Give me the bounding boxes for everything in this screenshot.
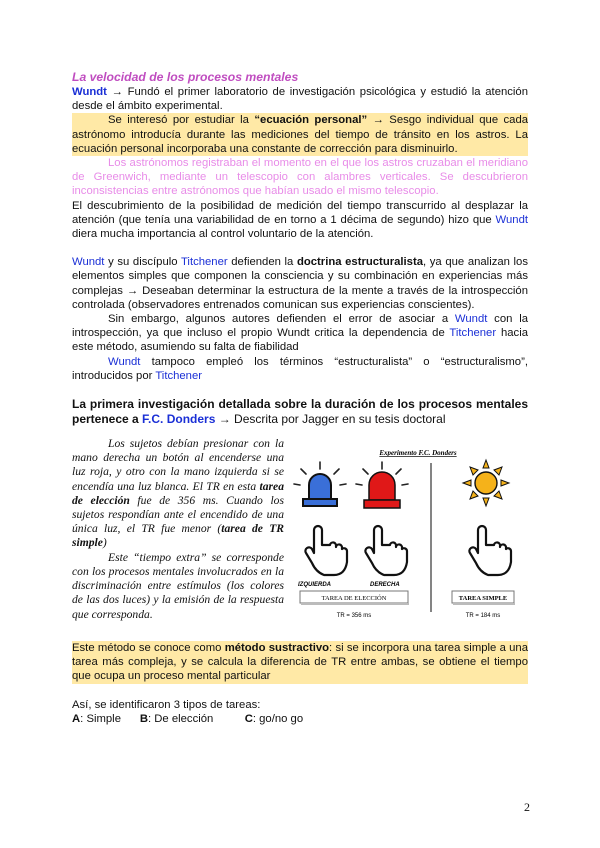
paragraph-discovery xyxy=(72,199,528,242)
tr-choice-value: TR = 356 ms xyxy=(336,613,372,620)
personal-equation-term: “ecuación personal” xyxy=(254,114,368,127)
p1-text: → Fundó el primer laboratorio de investigación psicológica y estudió la atención desde el ámbito experimental. xyxy=(72,86,528,113)
p5-a: y su discípulo xyxy=(104,256,181,269)
paragraph-terms xyxy=(72,355,528,383)
p8-a: Este método se conoce como xyxy=(72,642,225,655)
paragraph-astronomers: Los astrónomos registraban el momento en el que los astros cruzaban el meridiano de Greenwich, mediante un telescopio con alambres verticales. Se descubrieron inconsistencias entre astrónomos que habían usado el mismo telescopio. xyxy=(72,157,528,198)
titchener-name: Titchener xyxy=(180,256,228,269)
figure-title: Experimento F.C. Donders xyxy=(379,449,457,458)
paragraph-subtractive-method xyxy=(72,641,528,684)
titchener-name: Titchener xyxy=(155,369,202,382)
experiment-paragraph-2: Este “tiempo extra” se corresponde con los procesos mentales involucrados en la discriminación entre estímulos (los colores de las dos luces) y la emisión de la respuesta que corresponda. xyxy=(72,550,284,621)
h2-a: La primera investigación detallada sobre la duración de los procesos mentales pertenece a xyxy=(72,397,528,427)
p6-b: con la introspección, ya que incluso el propio Wundt critica la dependencia de xyxy=(72,313,528,340)
task-c-key: C xyxy=(244,712,253,725)
donders-name: F.C. Donders xyxy=(142,412,216,427)
left-hand-pointer-icon xyxy=(305,526,347,575)
p7-a: tampoco empleó los términos “estructuralista” o “estructuralismo”, introducidos por xyxy=(72,355,528,382)
wundt-name: Wundt xyxy=(495,213,528,226)
p5-c: , ya que analizan los elementos simples que componen la consciencia y su combinación en experiencias más complejas → Deseaban determinar la estructura de la mente a través de la introspección controlada (observadores entrenados comunican sus experiencias conscientes). xyxy=(72,256,528,311)
tr-simple-value: TR = 184 ms xyxy=(465,613,501,620)
wundt-name: Wundt xyxy=(108,355,141,368)
task-a-key: A xyxy=(72,712,81,725)
subtractive-method-term: método sustractivo xyxy=(224,642,330,655)
task-types-list xyxy=(72,712,528,726)
choice-task-term: tarea de elección xyxy=(72,479,284,507)
donders-experiment-figure xyxy=(290,447,528,633)
red-siren-icon xyxy=(356,462,408,508)
h2-b: → Descrita por Jagger en su tesis doctoral xyxy=(215,412,446,427)
p5-b: defienden la xyxy=(227,256,297,269)
p8-b: : si se incorpora una tarea simple a una tarea más compleja, y se calcula la diferencia de TR entre ambas, se obtiene el tiempo que ocupa un proceso mental particular xyxy=(72,642,528,683)
choice-task-label: TAREA DE ELECCIÓN xyxy=(321,595,387,603)
simple-task-label: TAREA SIMPLE xyxy=(458,595,508,603)
task-a-label: : Simple xyxy=(80,712,121,725)
p4-post: diera mucha importancia al control voluntario de la atención. xyxy=(72,228,374,241)
paragraph-structuralism xyxy=(72,255,528,312)
donders-heading xyxy=(72,397,528,427)
experiment-description xyxy=(72,437,284,622)
wundt-name: Wundt xyxy=(454,313,488,326)
it-d: ) xyxy=(102,536,107,550)
it-c: fue de 356 ms. Cuando los sujetos respondían ante el encendido de una única luz, el TR fue menor ( xyxy=(72,493,284,536)
wundt-name: Wundt xyxy=(72,86,107,98)
left-label: IZQUIERDA xyxy=(298,582,331,589)
p2-pre: Se interesó por estudiar la xyxy=(108,114,255,127)
task-c-label: : go/no go xyxy=(252,712,304,725)
right-hand-pointer-icon xyxy=(365,526,407,575)
right-label: DERECHA xyxy=(370,582,400,589)
it-a: Los sujetos debían presionar con la mano derecha un botón al encenderse una luz roja, y otro con la mano izquierda si se encendía una luz blanca. El TR en esta xyxy=(72,437,284,493)
paragraph-task-types: Así, se identificaron 3 tipos de tareas: xyxy=(72,698,261,711)
wundt-name: Wundt xyxy=(72,256,105,269)
task-b-label: : De elección xyxy=(148,712,214,725)
document-page xyxy=(72,70,528,726)
sun-icon xyxy=(463,460,509,506)
task-b-key: B xyxy=(139,712,148,725)
section-title: La velocidad de los procesos mentales xyxy=(72,70,299,84)
p2-post: → Sesgo individual que cada astrónomo introducía durante las mediciones del tiempo de tránsito en los astros. La ecuación personal incorporaba una constante de corrección para disminuirlo. xyxy=(72,114,529,155)
p6-a: Sin embargo, algunos autores defienden el error de asociar a xyxy=(108,313,455,326)
paragraph-wundt-intro xyxy=(72,85,528,113)
titchener-name: Titchener xyxy=(449,327,497,340)
paragraph-personal-equation xyxy=(72,113,528,156)
simple-task-term: tarea de TR simple xyxy=(72,522,285,550)
experiment-row xyxy=(72,437,528,637)
p6-c: hacia este método, asumiendo su falta de fiabilidad xyxy=(72,327,528,354)
structuralist-doctrine: doctrina estructuralista xyxy=(296,256,424,269)
page-number: 2 xyxy=(524,800,530,814)
paragraph-introspection xyxy=(72,312,528,355)
blue-siren-icon xyxy=(294,462,346,506)
p4-pre: El descubrimiento de la posibilidad de medición del tiempo transcurrido al desplazar la atención (que tenía una variabilidad de en torno a 1 décima de segundo) hizo que xyxy=(72,199,528,226)
simple-hand-pointer-icon xyxy=(469,526,511,575)
experiment-paragraph-1 xyxy=(72,437,284,551)
